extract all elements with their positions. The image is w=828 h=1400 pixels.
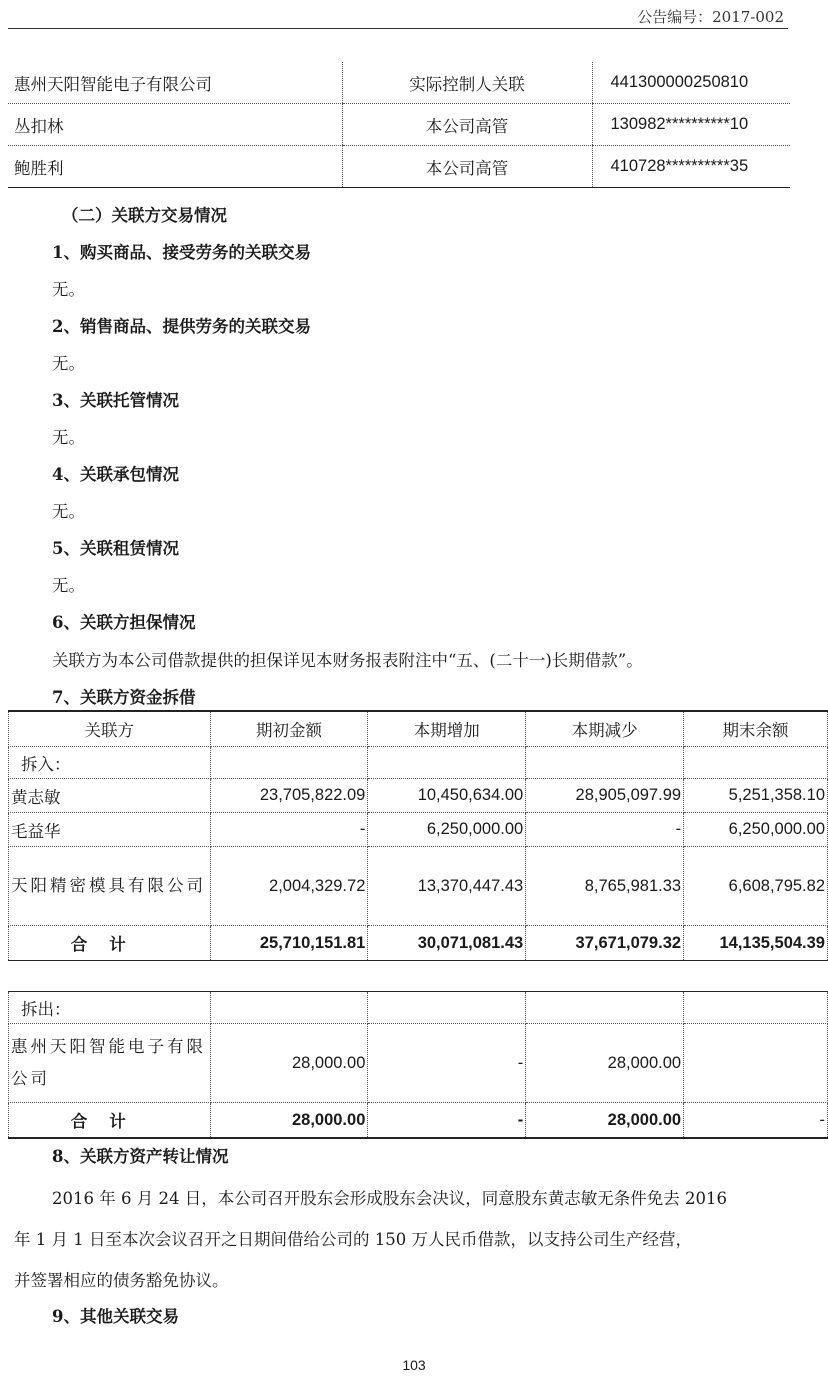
page-number: 103 bbox=[402, 1357, 426, 1373]
party-relation: 本公司高管 bbox=[342, 104, 592, 146]
total-begin: 25,710,151.81 bbox=[210, 926, 368, 961]
spacer-row bbox=[9, 961, 828, 992]
item-body: 无。 bbox=[52, 280, 85, 299]
party-relation: 实际控制人关联 bbox=[342, 62, 592, 104]
total-increase: - bbox=[368, 1103, 526, 1139]
end-amount: 6,608,795.82 bbox=[684, 847, 828, 926]
total-end: 14,135,504.39 bbox=[684, 926, 828, 961]
item-heading: 5、关联租赁情况 bbox=[52, 539, 179, 558]
item-heading: 4、关联承包情况 bbox=[52, 465, 179, 484]
table-header-row bbox=[9, 711, 828, 747]
item-heading: 8、关联方资产转让情况 bbox=[52, 1147, 229, 1166]
item-heading: 7、关联方资金拆借 bbox=[52, 688, 196, 707]
column-header: 期初金额 bbox=[210, 711, 368, 747]
begin-amount: 28,000.00 bbox=[210, 1024, 368, 1103]
total-label: 合计 bbox=[9, 1103, 211, 1139]
begin-amount: 2,004,329.72 bbox=[210, 847, 368, 926]
related-party-table bbox=[8, 62, 790, 188]
item-heading: 3、关联托管情况 bbox=[52, 391, 179, 410]
party-name: 惠州天阳智能电子有限公司 bbox=[8, 62, 342, 104]
party-id: 130982**********10 bbox=[592, 104, 790, 146]
lent-out-label: 拆出： bbox=[9, 992, 211, 1024]
increase-amount: - bbox=[368, 1024, 526, 1103]
table-row bbox=[8, 104, 790, 146]
increase-amount: 13,370,447.43 bbox=[368, 847, 526, 926]
item-body: 无。 bbox=[52, 428, 85, 447]
total-row bbox=[9, 1103, 828, 1139]
item-body: 无。 bbox=[52, 354, 85, 373]
party-id: 410728**********35 bbox=[592, 146, 790, 188]
item-body: 无。 bbox=[52, 576, 85, 595]
paragraph-line: 2016 年 6 月 24 日，本公司召开股东会形成股东会决议，同意股东黄志敏无条件免去 2016 bbox=[52, 1189, 727, 1208]
column-header: 关联方 bbox=[9, 711, 211, 747]
column-header: 本期减少 bbox=[526, 711, 684, 747]
party-name: 黄志敏 bbox=[9, 779, 211, 813]
section-row bbox=[9, 747, 828, 779]
increase-amount: 10,450,634.00 bbox=[368, 779, 526, 813]
total-label: 合计 bbox=[9, 926, 211, 961]
party-name: 天阳精密模具有限公司 bbox=[9, 847, 211, 926]
table-row bbox=[8, 146, 790, 188]
section-row bbox=[9, 992, 828, 1024]
begin-amount: - bbox=[210, 813, 368, 847]
end-amount bbox=[684, 1024, 828, 1103]
paragraph-line: 年 1 月 1 日至本次会议召开之日期间借给公司的 150 万人民币借款，以支持公司生产经营， bbox=[14, 1230, 692, 1249]
table-row bbox=[8, 62, 790, 104]
increase-amount: 6,250,000.00 bbox=[368, 813, 526, 847]
column-header: 本期增加 bbox=[368, 711, 526, 747]
decrease-amount: 28,000.00 bbox=[526, 1024, 684, 1103]
table-row bbox=[9, 847, 828, 926]
item-body: 无。 bbox=[52, 502, 85, 521]
fund-lending-table bbox=[8, 710, 828, 1139]
column-header: 期末余额 bbox=[684, 711, 828, 747]
item-body: 关联方为本公司借款提供的担保详见本财务报表附注中“五、(二十一)长期借款”。 bbox=[52, 651, 643, 670]
party-name: 毛益华 bbox=[9, 813, 211, 847]
decrease-amount: 28,905,097.99 bbox=[526, 779, 684, 813]
item-heading: 9、其他关联交易 bbox=[52, 1307, 179, 1326]
item-heading: 6、关联方担保情况 bbox=[52, 613, 196, 632]
decrease-amount: 8,765,981.33 bbox=[526, 847, 684, 926]
table-row bbox=[9, 779, 828, 813]
total-decrease: 37,671,079.32 bbox=[526, 926, 684, 961]
total-decrease: 28,000.00 bbox=[526, 1103, 684, 1139]
header-divider bbox=[8, 28, 788, 29]
section-title: （二）关联方交易情况 bbox=[62, 206, 227, 225]
item-heading: 2、销售商品、提供劳务的关联交易 bbox=[52, 317, 311, 336]
item-heading: 1、购买商品、接受劳务的关联交易 bbox=[52, 243, 311, 262]
table-row bbox=[9, 1024, 828, 1103]
party-relation: 本公司高管 bbox=[342, 146, 592, 188]
total-begin: 28,000.00 bbox=[210, 1103, 368, 1139]
party-name: 鲍胜利 bbox=[8, 146, 342, 188]
total-row bbox=[9, 926, 828, 961]
total-end: - bbox=[684, 1103, 828, 1139]
party-name: 惠州天阳智能电子有限公司 bbox=[9, 1024, 211, 1103]
end-amount: 6,250,000.00 bbox=[684, 813, 828, 847]
total-increase: 30,071,081.43 bbox=[368, 926, 526, 961]
begin-amount: 23,705,822.09 bbox=[210, 779, 368, 813]
end-amount: 5,251,358.10 bbox=[684, 779, 828, 813]
table-row bbox=[9, 813, 828, 847]
party-id: 441300000250810 bbox=[592, 62, 790, 104]
announcement-code: 公告编号：2017-002 bbox=[637, 8, 784, 26]
borrowed-in-label: 拆入： bbox=[9, 747, 211, 779]
party-name: 丛扣林 bbox=[8, 104, 342, 146]
paragraph-line: 并签署相应的债务豁免协议。 bbox=[14, 1271, 229, 1290]
decrease-amount: - bbox=[526, 813, 684, 847]
